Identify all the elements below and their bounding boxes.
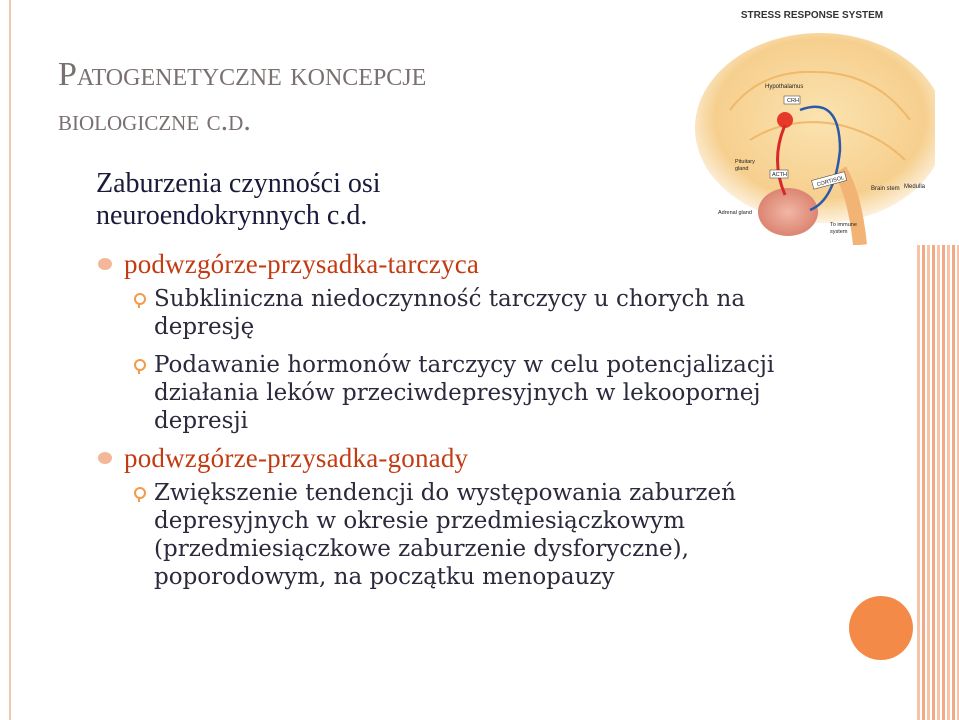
label-adrenal: Adrenal gland <box>718 210 752 216</box>
label-hypothalamus: Hypothalamus <box>765 84 804 90</box>
bullet-dot-icon <box>98 258 112 270</box>
label-medulla: Medulla <box>904 184 926 190</box>
label-pituitary-2: gland <box>735 166 749 172</box>
label-crh: CRH <box>787 98 799 104</box>
label-immune-1: To immune <box>830 222 857 228</box>
title-line-1: Patogenetyczne koncepcje <box>58 56 427 93</box>
decor-orange-circle <box>849 596 913 660</box>
diagram-heading: STRESS RESPONSE SYSTEM <box>740 10 884 21</box>
subbullet-text: Podawanie hormonów tarczycy w celu potencjalizacji działania leków przeciwdepresyjnych w lekoopornej depresji <box>154 352 775 434</box>
ring-bullet-icon <box>134 487 146 499</box>
slide-subtitle: Zaburzenia czynności osi neuroendokrynnych c.d. <box>96 168 381 231</box>
adrenal-gland-shape <box>758 188 818 236</box>
label-pituitary-1: Pituitary <box>735 159 755 165</box>
bullet-thyroid-axis <box>96 247 816 281</box>
ring-bullet-icon <box>134 293 146 305</box>
label-cortisol: CORTISOL <box>816 175 845 189</box>
stress-response-svg <box>690 0 935 245</box>
bullet-list <box>96 247 816 591</box>
ring-bullet-icon <box>134 359 146 371</box>
subbullet-item <box>96 479 816 591</box>
bullet-label: podwzgórze-przysadka-gonady <box>124 443 469 473</box>
bullet-dot-icon <box>98 452 112 464</box>
label-acth: ACTH <box>772 172 787 178</box>
bullet-label: podwzgórze-przysadka-tarczyca <box>124 249 480 279</box>
subbullet-text: Subkliniczna niedoczynność tarczycy u chorych na depresję <box>154 286 746 340</box>
right-decor-stripes <box>917 245 959 720</box>
brain-shape <box>695 33 935 223</box>
slide-title <box>58 52 678 144</box>
left-decor-line <box>9 0 11 720</box>
bullet-gonadal-axis <box>96 441 816 475</box>
title-line-2: biologiczne c.d. <box>58 104 251 137</box>
subbullet-text: Zwiększenie tendencji do występowania zaburzeń depresyjnych w okresie przedmiesiączkowym (przedmiesiączkowe zaburzenie dysforyczne), poporodowym, na początku menopauzy <box>154 480 736 590</box>
label-brain-stem: Brain stem <box>871 186 900 192</box>
subbullet-item <box>96 285 816 341</box>
stress-response-diagram <box>690 0 935 245</box>
label-immune-2: system <box>830 229 848 235</box>
subbullet-item <box>96 351 816 435</box>
